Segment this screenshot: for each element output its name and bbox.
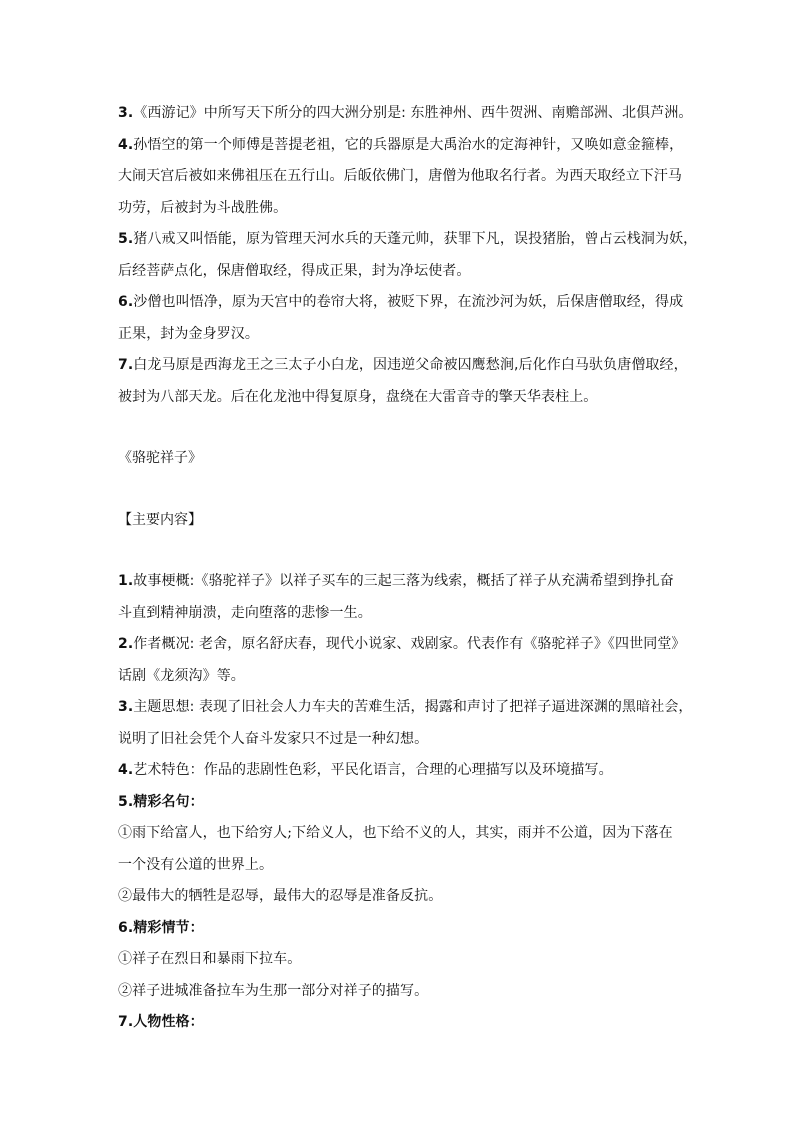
book-title-luotuo: 《骆驼祥子》 xyxy=(118,450,202,466)
xiyouji-item-3 xyxy=(118,98,693,130)
item-number: 4. xyxy=(118,136,134,153)
item-number: 3. xyxy=(118,699,134,715)
item-text: 主题思想: 表现了旧社会人力车夫的苦难生活，揭露和声讨了把祥子逼进深渊的黑暗社会， xyxy=(133,699,693,715)
quote-1: ①雨下给富人，也下给穷人;下给义人，也下给不义的人，其实，雨并不公道，因为下落在 xyxy=(118,825,673,841)
item-text: 孙悟空的第一个师傅是菩提老祖，它的兵器原是大禹治水的定海神针，又唤如意金箍棒， xyxy=(133,136,684,153)
item-text: 艺术特色：作品的悲剧性色彩，平民化语言，合理的心理描写以及环境描写。 xyxy=(133,762,613,778)
item-number: 6. xyxy=(118,294,134,310)
item-text: 《西游记》中所写天下所分的四大洲分别是: 东胜神州、西牛贺洲、南赡部洲、北俱芦洲。 xyxy=(133,105,693,121)
item-number: 3. xyxy=(118,105,134,121)
xiyouji-item-7 xyxy=(118,350,688,382)
item-text: 猪八戒又叫悟能，原为管理天河水兵的天蓬元帅，获罪下凡，误投猪胎，曾占云栈洞为妖， xyxy=(133,231,698,247)
plot-1: ①祥子在烈日和暴雨下拉车。 xyxy=(118,951,302,967)
xiyouji-item-6-cont: 正果，封为金身罗汉。 xyxy=(118,325,259,342)
item-text: 故事梗概:《骆驼祥子》以祥子买车的三起三落为线索，概括了祥子从充满希望到挣扎奋 xyxy=(133,573,674,589)
xiyouji-item-4 xyxy=(118,130,684,162)
item-text: 作者概况: 老舍，原名舒庆春，现代小说家、戏剧家。代表作有《骆驼祥子》《四世同堂》 xyxy=(133,636,686,652)
luotuo-item-7-label: 7.人物性格： xyxy=(118,1014,204,1030)
xiyouji-item-5 xyxy=(118,224,698,256)
luotuo-item-2-cont: 话剧《龙须沟》等。 xyxy=(118,667,245,684)
luotuo-item-3 xyxy=(118,692,693,724)
luotuo-item-1-cont: 斗直到精神崩溃，走向堕落的悲惨一生。 xyxy=(118,604,372,621)
quote-2: ②最伟大的牺牲是忍辱，最伟大的忍辱是准备反抗。 xyxy=(118,888,443,904)
quote-1-cont: 一个没有公道的世界上。 xyxy=(118,856,274,873)
luotuo-item-1 xyxy=(118,566,684,598)
item-number: 5. xyxy=(118,231,134,247)
item-number: 4. xyxy=(118,762,134,778)
xiyouji-item-5-cont: 后经菩萨点化，保唐僧取经，得成正果，封为净坛使者。 xyxy=(118,262,471,279)
xiyouji-item-4-cont: 功劳，后被封为斗战胜佛。 xyxy=(118,199,288,216)
xiyouji-item-7-cont: 被封为八部天龙。后在化龙池中得复原身，盘绕在大雷音寺的擎天华表柱上。 xyxy=(118,388,598,405)
luotuo-item-5-label: 5.精彩名句： xyxy=(118,793,204,810)
luotuo-item-2 xyxy=(118,629,684,661)
luotuo-item-4 xyxy=(118,755,684,787)
plot-2: ②祥子进城准备拉车为生那一部分对祥子的描写。 xyxy=(118,982,429,999)
item-text: 沙僧也叫悟净，原为天宫中的卷帘大将，被贬下界，在流沙河为妖，后保唐僧取经，得成 xyxy=(133,294,684,310)
section-main-content: 【主要内容】 xyxy=(118,511,202,528)
item-text: 白龙马原是西海龙王之三太子小白龙，因违逆父命被囚鹰愁涧,后化作白马驮负唐僧取经， xyxy=(133,357,688,373)
document-page xyxy=(118,98,698,1039)
item-number: 1. xyxy=(118,573,134,589)
luotuo-item-6-label: 6.精彩情节： xyxy=(118,919,204,936)
xiyouji-item-6 xyxy=(118,287,684,319)
item-number: 2. xyxy=(118,636,134,652)
xiyouji-item-4-cont: 大闹天宫后被如来佛祖压在五行山。后皈依佛门，唐僧为他取名行者。为西天取经立下汗马 xyxy=(118,168,682,184)
item-number: 7. xyxy=(118,357,134,373)
luotuo-item-3-cont: 说明了旧社会凭个人奋斗发家只不过是一种幻想。 xyxy=(118,730,429,747)
